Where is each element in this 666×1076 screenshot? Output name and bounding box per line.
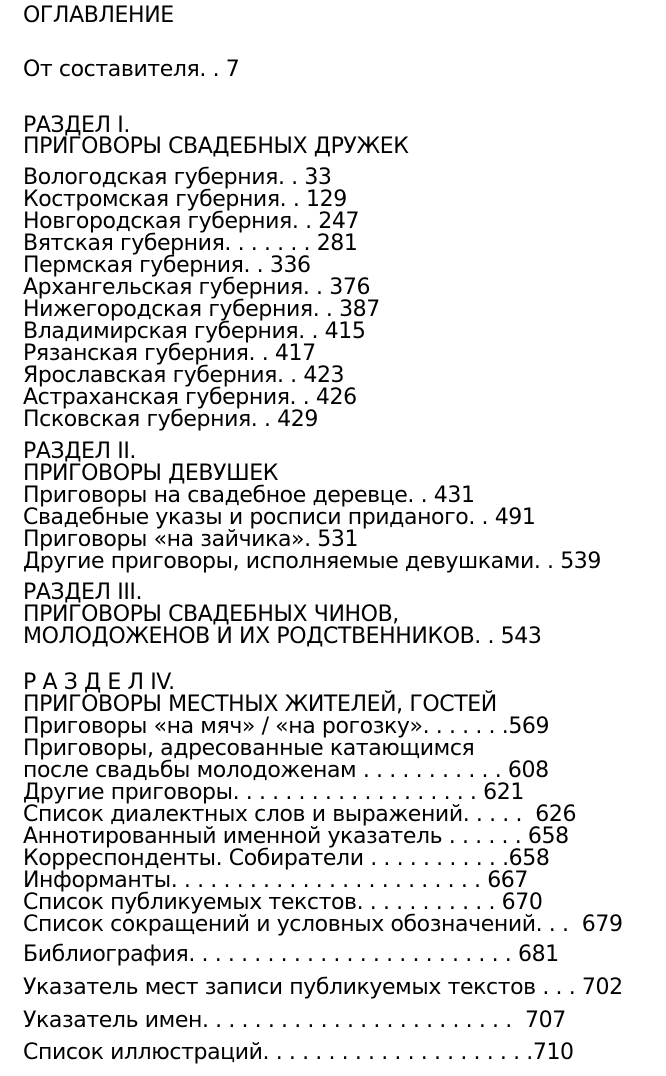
toc-entry: Владимирская губерния. . 415: [23, 319, 366, 344]
toc-entry: Другие приговоры, исполняемые девушками. . 539: [23, 549, 602, 574]
toc-entry: Приговоры, адресованные катающимся: [23, 736, 475, 761]
toc-entry: Список сокращений и условных обозначений. . . 679: [23, 912, 623, 937]
section-title: МОЛОДОЖЕНОВ И ИХ РОДСТВЕННИКОВ. . 543: [23, 624, 542, 649]
toc-entry: Информанты. . . . . . . . . . . . . . . . . . . . . . . . 667: [23, 868, 528, 893]
toc-entry: Приговоры «на зайчика». 531: [23, 527, 359, 552]
section-heading: РАЗДЕЛ III.: [23, 580, 143, 605]
page-title: ОГЛАВЛЕНИЕ: [23, 3, 174, 28]
section-title: ПРИГОВОРЫ СВАДЕБНЫХ ЧИНОВ,: [23, 602, 399, 627]
section-heading: Р А З Д Е Л IV.: [23, 670, 175, 695]
toc-entry: Вологодская губерния. . 33: [23, 165, 332, 190]
toc-entry: Нижегородская губерния. . 387: [23, 297, 380, 322]
toc-entry: после свадьбы молодоженам . . . . . . . . . . . 608: [23, 758, 549, 783]
toc-entry: Указатель имен. . . . . . . . . . . . . . . . . . . . . . . . 707: [23, 1008, 566, 1033]
toc-entry: Аннотированный именной указатель . . . . . . 658: [23, 824, 569, 849]
section-title: ПРИГОВОРЫ СВАДЕБНЫХ ДРУЖЕК: [23, 134, 409, 159]
toc-entry: Другие приговоры. . . . . . . . . . . . . . . . . . . 621: [23, 780, 524, 805]
toc-entry: Новгородская губерния. . 247: [23, 209, 360, 234]
section-title: ПРИГОВОРЫ ДЕВУШЕК: [23, 461, 278, 486]
toc-entry: Список диалектных слов и выражений. . . . . 626: [23, 802, 577, 827]
toc-entry: Приговоры «на мяч» / «на рогозку». . . . . . .569: [23, 714, 550, 739]
toc-entry: Пермская губерния. . 336: [23, 253, 311, 278]
toc-entry: Список публикуемых текстов. . . . . . . . . . . 670: [23, 890, 543, 915]
toc-entry: Корреспонденты. Собиратели . . . . . . . . . . .658: [23, 846, 550, 871]
section-heading: РАЗДЕЛ II.: [23, 439, 137, 464]
section-heading: РАЗДЕЛ I.: [23, 113, 130, 138]
toc-entry: Вятская губерния. . . . . . . 281: [23, 231, 358, 256]
section-title: ПРИГОВОРЫ МЕСТНЫХ ЖИТЕЛЕЙ, ГОСТЕЙ: [23, 692, 497, 717]
toc-entry: Список иллюстраций. . . . . . . . . . . . . . . . . . . . .710: [23, 1040, 574, 1065]
toc-entry: Ярославская губерния. . 423: [23, 363, 345, 388]
toc-entry: Костромская губерния. . 129: [23, 187, 347, 212]
toc-entry: Приговоры на свадебное деревце. . 431: [23, 483, 475, 508]
toc-entry: Псковская губерния. . 429: [23, 407, 318, 432]
toc-entry: Библиография. . . . . . . . . . . . . . . . . . . . . . . . . 681: [23, 942, 559, 967]
toc-entry: Астраханская губерния. . 426: [23, 385, 357, 410]
toc-entry-preface: От составителя. . 7: [23, 57, 240, 82]
toc-entry: Рязанская губерния. . 417: [23, 341, 316, 366]
toc-entry: Указатель мест записи публикуемых текстов . . . 702: [23, 975, 623, 1000]
toc-entry: Свадебные указы и росписи приданого. . 491: [23, 505, 536, 530]
toc-entry: Архангельская губерния. . 376: [23, 275, 371, 300]
